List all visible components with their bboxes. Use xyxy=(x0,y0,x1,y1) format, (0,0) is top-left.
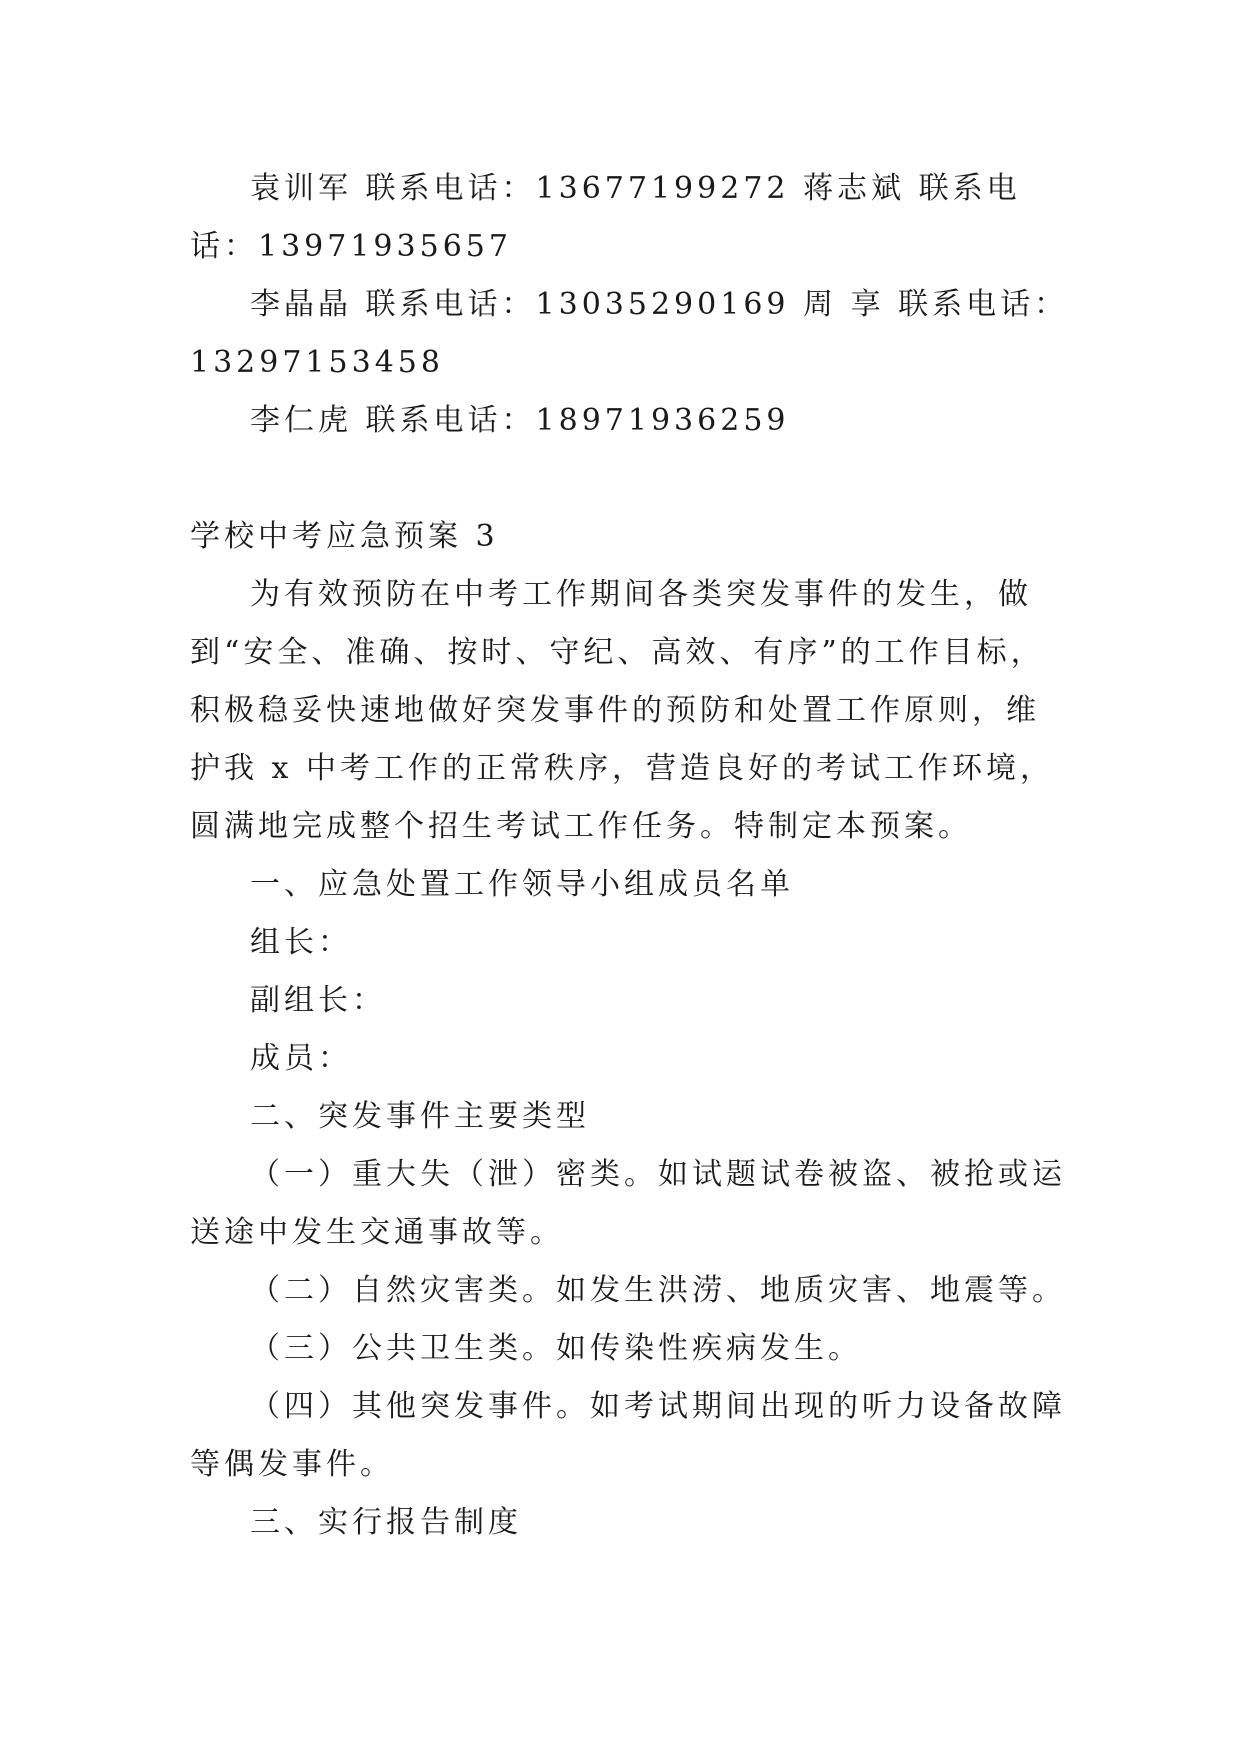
intro-paragraph: 为有效预防在中考工作期间各类突发事件的发生，做到“安全、准确、按时、守纪、高效、有序”的工作目标，积极稳妥快速地做好突发事件的预防和处置工作原则，维护我 x 中考工作的正常秩序，营造良好的考试工作环境，圆满地完成整个招生考试工作任务。特制定本预案。 xyxy=(190,577,1054,844)
leader-line: 组长： xyxy=(250,925,352,960)
heading-reporting-system: 三、实行报告制度 xyxy=(250,1505,522,1540)
section-gap xyxy=(190,450,1070,508)
document-body xyxy=(190,160,1070,1552)
heading-emergency-types: 二、突发事件主要类型 xyxy=(250,1099,590,1134)
heading-leadership-group: 一、应急处置工作领导小组成员名单 xyxy=(250,867,794,902)
members-line: 成员： xyxy=(250,1041,352,1076)
contact-line-1: 袁训军 联系电话：13677199272 蒋志斌 联系电话：13971935657 xyxy=(190,171,1021,264)
type-item-3: （三）公共卫生类。如传染性疾病发生。 xyxy=(250,1331,862,1366)
contact-line-2: 李晶晶 联系电话：13035290169 周 享 联系电话：13297153458 xyxy=(190,287,1069,380)
type-item-4: （四）其他突发事件。如考试期间出现的听力设备故障等偶发事件。 xyxy=(190,1389,1066,1482)
deputy-leader-line: 副组长： xyxy=(250,983,386,1018)
type-item-1: （一）重大失（泄）密类。如试题试卷被盗、被抢或运送途中发生交通事故等。 xyxy=(190,1157,1066,1250)
contact-line-3: 李仁虎 联系电话：18971936259 xyxy=(250,403,790,438)
section-title: 学校中考应急预案 3 xyxy=(190,519,499,554)
type-item-2: （二）自然灾害类。如发生洪涝、地质灾害、地震等。 xyxy=(250,1273,1066,1308)
